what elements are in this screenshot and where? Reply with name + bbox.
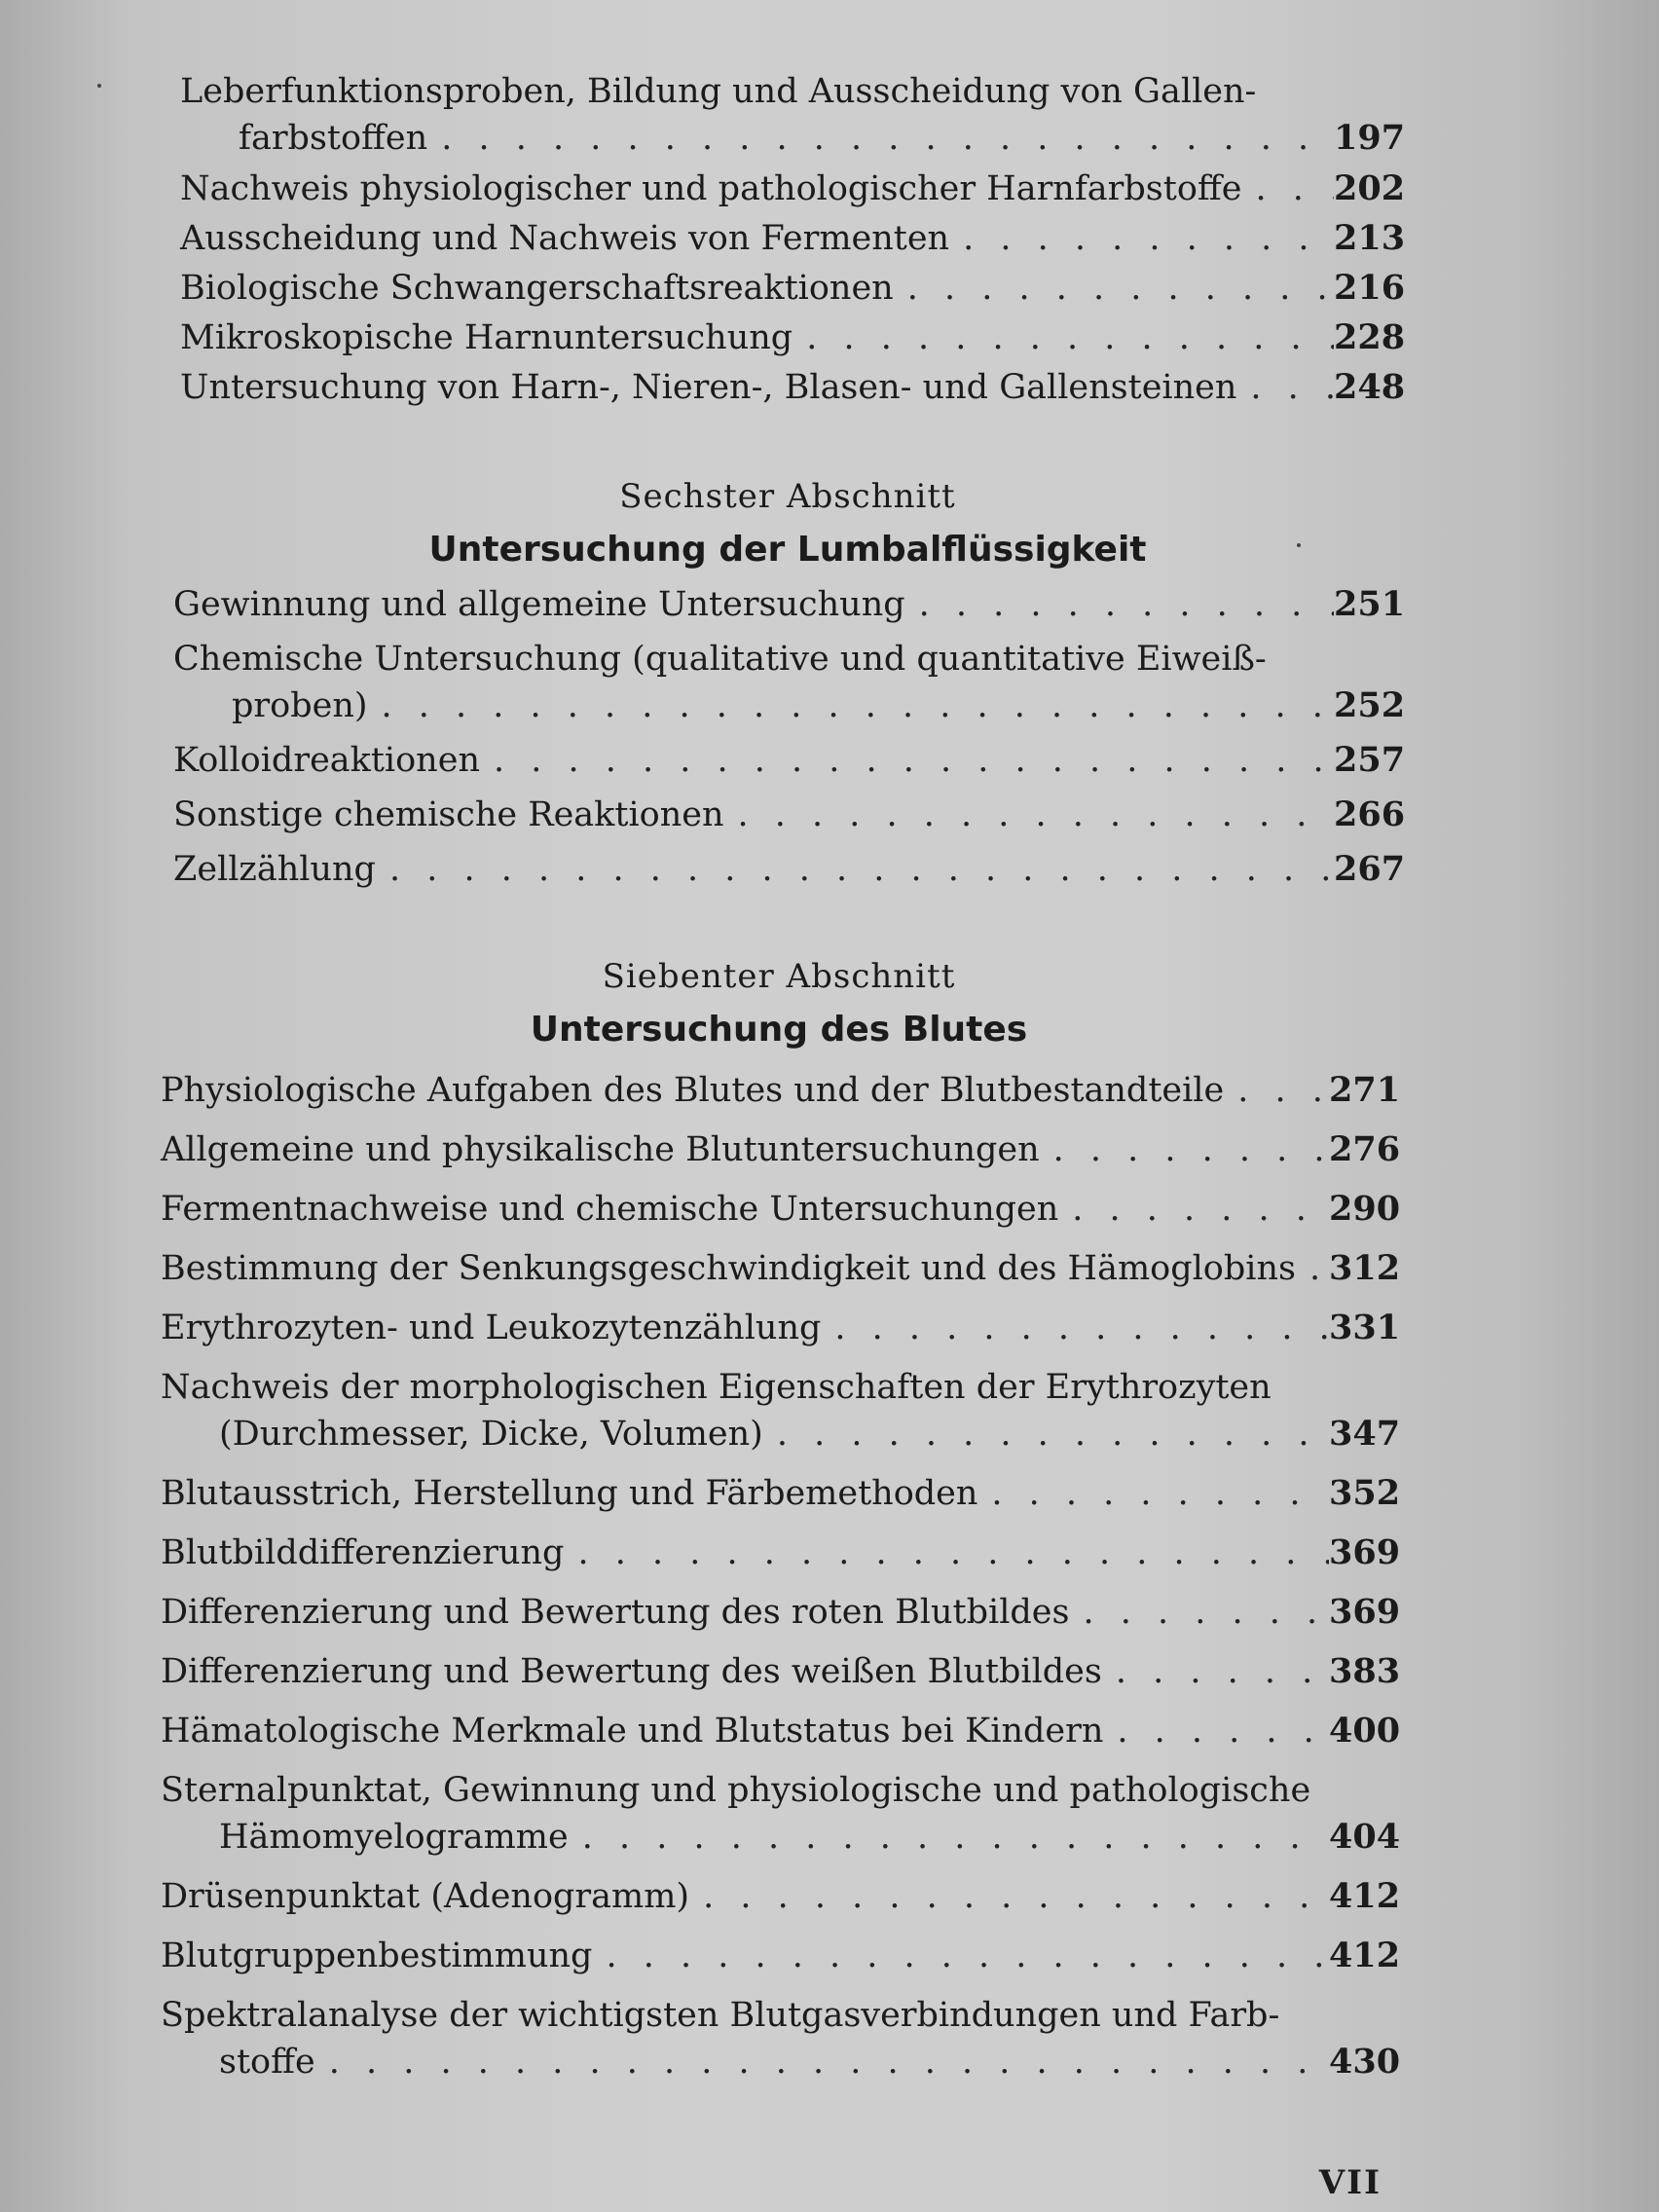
paper-speck	[1297, 543, 1301, 547]
toc-entry-page: 248	[1334, 367, 1406, 407]
toc-entry-text: Sonstige chemische Reaktionen	[173, 795, 724, 834]
leader-dots	[1103, 1708, 1329, 1754]
toc-entry-first-line: Chemische Untersuchung (qualitative und quantitative Eiweiß-	[173, 640, 1267, 679]
toc-entry	[161, 1933, 1401, 1979]
toc-entry-page: 331	[1329, 1308, 1401, 1347]
leader-dots	[1236, 364, 1334, 411]
toc-entry-text: Blutgruppenbestimmung	[161, 1936, 593, 1975]
toc-entry	[161, 1067, 1401, 1114]
toc-entry-page: 202	[1334, 168, 1406, 208]
toc-entry	[161, 1648, 1401, 1695]
toc-entry-page: 252	[1334, 685, 1406, 725]
leader-dots	[1102, 1648, 1329, 1695]
leader-dots	[376, 846, 1334, 893]
toc-entry-text: stoffe	[219, 2043, 315, 2082]
section-label: Sechster Abschnitt	[619, 477, 956, 516]
toc-entry	[161, 1530, 1401, 1576]
toc-entry	[173, 581, 1406, 628]
toc-entry-text: Biologische Schwangerschaftsreaktionen	[180, 269, 894, 308]
toc-entry-page: 216	[1334, 268, 1406, 308]
toc-entry-page: 347	[1329, 1414, 1401, 1454]
leader-dots	[569, 1814, 1329, 1861]
toc-entry-first-line: Nachweis der morphologischen Eigenschaften der Erythrozyten	[161, 1368, 1272, 1407]
section-title: Untersuchung des Blutes	[530, 1010, 1028, 1050]
toc-entry-page: 400	[1329, 1711, 1401, 1751]
toc-entry	[161, 1708, 1401, 1754]
toc-part-six	[173, 477, 1406, 893]
toc-entry-text: Untersuchung von Harn-, Nieren-, Blasen- und Gallensteinen	[180, 368, 1237, 407]
toc-entry	[173, 737, 1406, 784]
toc-entry	[180, 265, 1406, 312]
leader-dots	[689, 1873, 1329, 1920]
leader-dots	[1069, 1589, 1329, 1636]
toc-entry-text: Blutausstrich, Herstellung und Färbemethoden	[161, 1474, 978, 1513]
toc-entry	[180, 68, 1406, 162]
toc-entry-page: 228	[1334, 317, 1406, 357]
leader-dots	[724, 792, 1334, 838]
toc-entry	[180, 364, 1406, 411]
toc-entry-text: Differenzierung und Bewertung des weißen Blutbildes	[161, 1652, 1102, 1691]
toc-part-seven	[161, 957, 1401, 2085]
toc-entry-text: Allgemeine und physikalische Blutuntersuchungen	[161, 1130, 1040, 1169]
toc-entry-page: 197	[1334, 118, 1406, 158]
toc-entry-text: Zellzählung	[173, 850, 376, 889]
toc-entry-text: Ausscheidung und Nachweis von Fermenten	[180, 219, 950, 258]
toc-entry	[180, 314, 1406, 361]
toc-entry-text: (Durchmesser, Dicke, Volumen)	[219, 1415, 763, 1454]
leader-dots	[1224, 1067, 1329, 1114]
toc-entry-page: 271	[1329, 1070, 1401, 1110]
toc-entry	[161, 1873, 1401, 1920]
toc-entry	[161, 1470, 1401, 1517]
toc-entry-text: Drüsenpunktat (Adenogramm)	[161, 1877, 690, 1916]
leader-dots	[1040, 1126, 1329, 1173]
leader-dots	[315, 2039, 1329, 2085]
toc-entry-text: Differenzierung und Bewertung des roten Blutbildes	[161, 1593, 1070, 1632]
toc-entry	[161, 1992, 1401, 2085]
toc-entry-page: 267	[1334, 849, 1406, 889]
toc-entry-text: proben)	[232, 686, 368, 725]
toc-entry-text: Hämatologische Merkmale und Blutstatus bei Kindern	[161, 1712, 1104, 1751]
leader-dots	[427, 115, 1334, 162]
toc-entry-page: 369	[1329, 1592, 1401, 1632]
toc-entry	[180, 166, 1406, 212]
toc-entry-text: Gewinnung und allgemeine Untersuchung	[173, 585, 905, 624]
toc-entry-page: 412	[1329, 1876, 1401, 1916]
toc-entry-text: Blutbilddifferenzierung	[161, 1533, 565, 1572]
paper-speck	[97, 84, 101, 88]
toc-entry-page: 404	[1329, 1817, 1401, 1857]
leader-dots	[368, 682, 1334, 729]
section-label: Siebenter Abschnitt	[602, 957, 956, 996]
toc-entry-page: 276	[1329, 1129, 1401, 1169]
toc-entry-text: Mikroskopische Harnuntersuchung	[180, 318, 793, 357]
toc-entry-page: 213	[1334, 218, 1406, 258]
toc-entry-page: 251	[1334, 584, 1406, 624]
toc-entry	[161, 1767, 1401, 1861]
toc-entry-text: Fermentnachweise und chemische Untersuchungen	[161, 1190, 1059, 1229]
toc-entry	[161, 1589, 1401, 1636]
leader-dots	[480, 737, 1334, 784]
toc-entry-text: Nachweis physiologischer und pathologischer Harnfarbstoffe	[180, 169, 1242, 208]
toc-entry-page: 369	[1329, 1532, 1401, 1572]
toc-entry-text: Bestimmung der Senkungsgeschwindigkeit und des Hämoglobins	[161, 1249, 1296, 1288]
leader-dots	[949, 215, 1334, 262]
toc-part-five	[180, 68, 1406, 411]
toc-entry	[180, 215, 1406, 262]
leader-dots	[894, 265, 1334, 312]
toc-entry-page: 412	[1329, 1936, 1401, 1975]
toc-entry-text: Hämomyelogramme	[219, 1818, 569, 1857]
toc-entry-page: 257	[1334, 740, 1406, 780]
toc-entry	[161, 1305, 1401, 1351]
toc-entry-text: Physiologische Aufgaben des Blutes und der Blutbestandteile	[161, 1071, 1225, 1110]
toc-entry	[173, 846, 1406, 893]
leader-dots	[977, 1470, 1329, 1517]
toc-entry	[161, 1126, 1401, 1173]
toc-entry	[161, 1364, 1401, 1457]
section-title: Untersuchung der Lumbalflüssigkeit	[428, 530, 1147, 570]
page-numeral: VII	[1318, 2163, 1382, 2202]
toc-entry-page: 383	[1329, 1651, 1401, 1691]
toc-entry-first-line: Sternalpunktat, Gewinnung und physiologische und pathologische	[161, 1771, 1311, 1810]
leader-dots	[1058, 1186, 1329, 1233]
leader-dots	[592, 1933, 1329, 1979]
leader-dots	[1296, 1245, 1329, 1292]
leader-dots	[793, 314, 1334, 361]
toc-entry-page: 290	[1329, 1189, 1401, 1229]
toc-entry	[173, 636, 1406, 729]
toc-entry	[161, 1245, 1401, 1292]
toc-entry-page: 312	[1329, 1248, 1401, 1288]
toc-entry-text: farbstoffen	[239, 119, 428, 158]
toc-entry-first-line: Spektralanalyse der wichtigsten Blutgasverbindungen und Farb-	[161, 1996, 1280, 2035]
toc-entry-text: Erythrozyten- und Leukozytenzählung	[161, 1309, 822, 1347]
toc-entry-text: Kolloidreaktionen	[173, 741, 480, 780]
leader-dots	[821, 1305, 1329, 1351]
toc-entry-first-line: Leberfunktionsproben, Bildung und Ausscheidung von Gallen-	[180, 72, 1257, 111]
toc-entry-page: 352	[1329, 1473, 1401, 1513]
leader-dots	[1241, 166, 1334, 212]
toc-entry-page: 430	[1329, 2042, 1401, 2082]
leader-dots	[564, 1530, 1329, 1576]
toc-entry	[161, 1186, 1401, 1233]
toc-entry-page: 266	[1334, 794, 1406, 834]
leader-dots	[905, 581, 1334, 628]
leader-dots	[763, 1411, 1329, 1457]
toc-entry	[173, 792, 1406, 838]
